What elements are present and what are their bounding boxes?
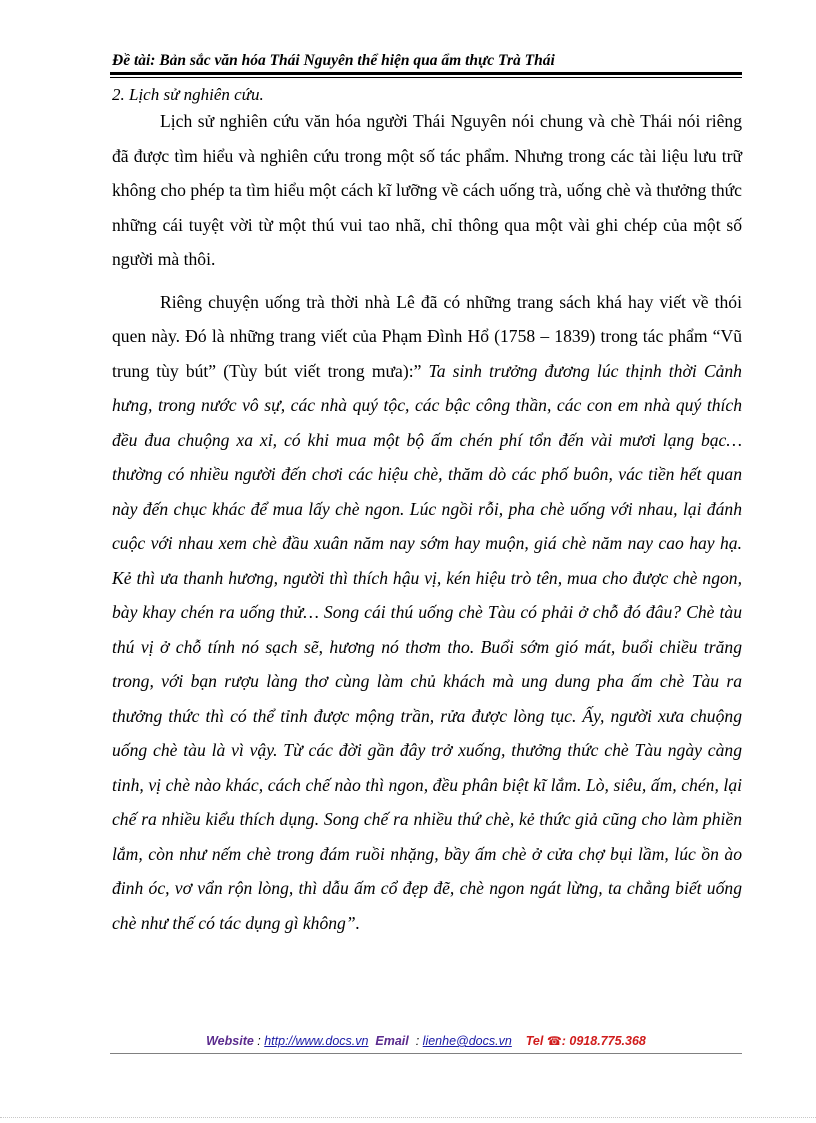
- footer-email-label: Email: [375, 1034, 409, 1048]
- paragraph-2-quote: Ta sinh trưởng đương lúc thịnh thời Cảnh hưng, trong nước vô sự, các nhà quý tộc, các bậc công thần, các con em nhà quý thích đều đua chuộng xa xỉ, có khi mua một bộ ấm chén phí tổn đến vài mươi lạng bạc… thường có nhiều người đến chơi các hiệu chè, thăm dò các phố buôn, vác tiền hết quan này đến chục khác để mua lấy chè ngon. Lúc ngồi rỗi, pha chè uống với nhau, lại đánh cuộc với nhau xem chè đầu xuân năm nay sớm hay muộn, giá chè năm nay cao hay hạ. Kẻ thì ưa thanh hương, người thì thích hậu vị, kén hiệu trò tên, mua cho được chè ngon, bày khay chén ra uống thử… Song cái thú uống chè Tàu có phải ở chỗ đó đâu? Chè tàu thú vị ở chỗ tính nó sạch sẽ, hương nó thơm tho. Buổi sớm gió mát, buổi chiều trăng trong, với bạn rượu làng thơ cùng làm chủ khách mà ung dung pha ấm chè Tàu ra thưởng thức thì có thể tỉnh được mộng trần, rửa được lòng tục. Ấy, người xưa chuộng uống chè tàu là vì vậy. Từ các đời gần đây trở xuống, thưởng thức chè Tàu ngày càng tinh, vị chè nào khác, cách chế nào thì ngon, đều phân biệt kĩ lắm. Lò, siêu, ấm, chén, lại chế ra nhiều kiểu thích dụng. Song chế ra nhiều thứ chè, kẻ thức giả cũng cho làm phiền lắm, còn như nếm chè trong đám ruồi nhặng, bầy ấm chè ở cửa chợ bụi lầm, lúc ồn ào đinh óc, vơ vẩn rộn lòng, thì dẫu ấm cổ đẹp đẽ, chè ngon ngát lừng, ta chẳng biết uống chè như thế có tác dụng gì không”.: [112, 360, 742, 933]
- page-header-title: Đề tài: Bản sắc văn hóa Thái Nguyên thể hiện qua ẩm thực Trà Thái: [112, 52, 555, 69]
- paragraph-2-intro: Riêng chuyện uống trà thời nhà Lê đã có những trang sách khá hay viết về thói quen này. Đó là những trang viết của Phạm Đình Hổ (1758 – 1839) trong tác phẩm “Vũ trung tùy bút” (Tùy bút viết trong mưa):”: [112, 291, 742, 381]
- footer-tel-value: : 0918.775.368: [561, 1034, 646, 1048]
- page-bottom-divider: [0, 1117, 816, 1118]
- section-heading: 2. Lịch sử nghiên cứu.: [112, 85, 264, 104]
- header-rule-thick: [110, 72, 742, 75]
- paragraph-1: Lịch sử nghiên cứu văn hóa người Thái Nguyên nói chung và chè Thái nói riêng đã được tìm hiểu và nghiên cứu trong một số tác phẩm. Nhưng trong các tài liệu lưu trữ không cho phép ta tìm hiểu một cách kĩ lưỡng về cách uống trà, uống chè và thưởng thức những cái tuyệt vời từ một thú vui tao nhã, chỉ thông qua một vài ghi chép của một số người mà thôi.: [112, 111, 742, 269]
- header-rule-thin: [110, 77, 742, 78]
- phone-icon: ☎: [546, 1034, 562, 1048]
- footer-website-label: Website: [206, 1034, 254, 1048]
- paragraph-2: [112, 285, 742, 941]
- footer-tel-label: Tel: [525, 1034, 544, 1048]
- footer-rule: [110, 1053, 742, 1054]
- page-footer: Website : http://www.docs.vn Email : lienhe@docs.vn Tel ☎: 0918.775.368: [206, 1034, 646, 1048]
- body-text: [112, 104, 742, 940]
- footer-website-link[interactable]: http://www.docs.vn: [264, 1034, 369, 1048]
- footer-email-link[interactable]: lienhe@docs.vn: [422, 1034, 512, 1048]
